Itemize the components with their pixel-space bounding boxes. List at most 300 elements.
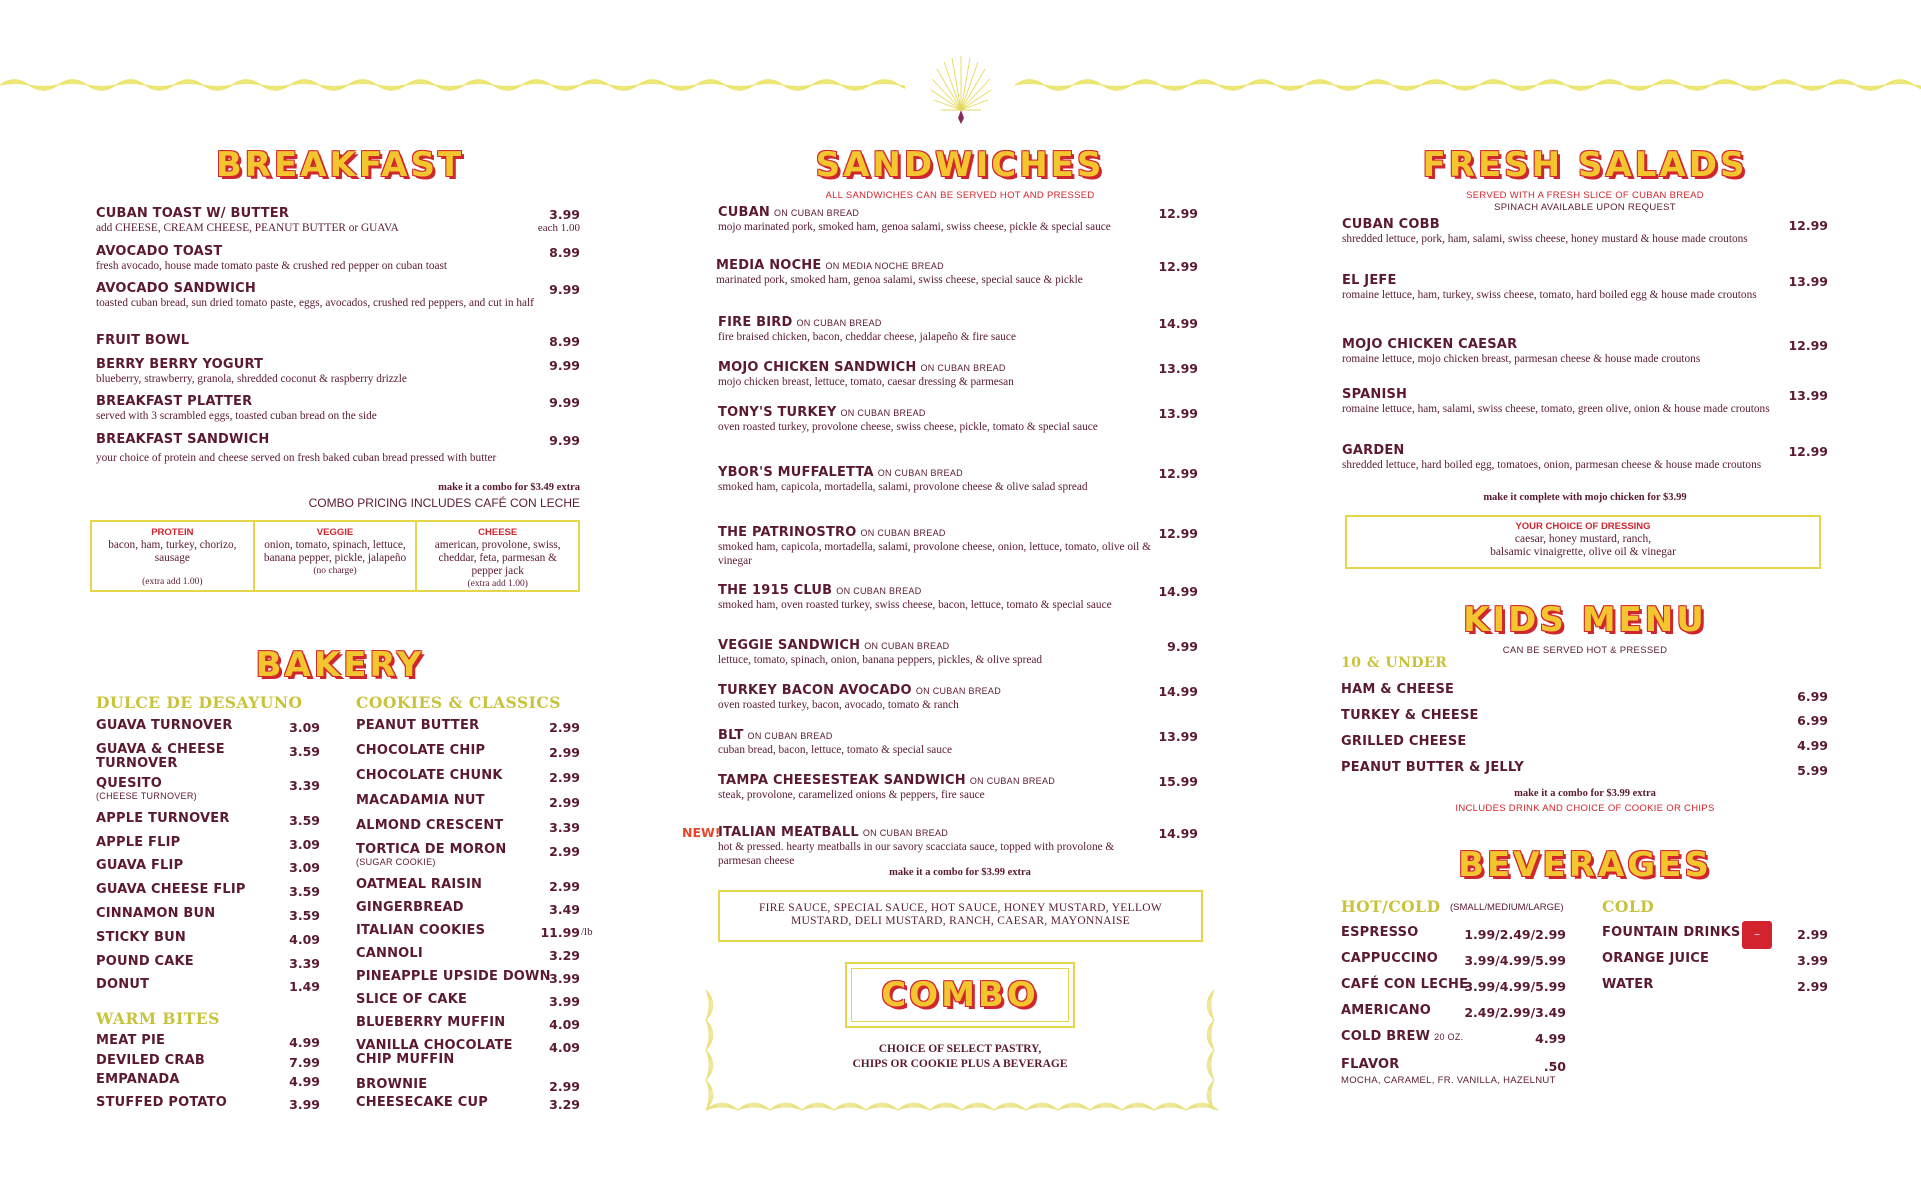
item-name: AVOCADO TOAST	[96, 244, 223, 259]
item-price: 9.99	[549, 358, 580, 373]
item-price: 4.09	[549, 1017, 580, 1032]
item-price: 14.99	[1158, 826, 1198, 841]
bakery-item	[96, 777, 256, 801]
item-price: 4.09	[289, 932, 320, 947]
item-name-line	[718, 405, 1158, 420]
item-price: 2.99	[549, 879, 580, 894]
salads-complete-note: make it complete with mojo chicken for $3.99	[1483, 492, 1687, 503]
item-description: shredded lettuce, pork, ham, salami, swiss cheese, honey mustard & house made croutons	[1342, 233, 1748, 245]
item-price: 3.99	[289, 1097, 320, 1112]
item-description: your choice of protein and cheese served on fresh baked cuban bread pressed with butter	[96, 452, 497, 464]
bakery-item	[96, 836, 256, 850]
item-name: CAPPUCCINO	[1341, 951, 1439, 966]
item-price: 15.99	[1158, 774, 1198, 789]
item-name: GUAVA TURNOVER	[96, 718, 233, 733]
combo-title: COMBO	[881, 975, 1039, 1015]
combo-title-inner-border	[851, 968, 1069, 1022]
sandwich-item	[718, 205, 1158, 235]
breakfast-item	[96, 394, 536, 424]
breakfast-item	[96, 357, 536, 387]
item-price: 2.99	[549, 770, 580, 785]
item-name: GINGERBREAD	[356, 900, 464, 915]
item-name: CHEESECAKE CUP	[356, 1095, 488, 1110]
item-description: hot & pressed. hearty meatballs in our savory scacciata sauce, topped with provolone & parmesan cheese	[718, 841, 1115, 867]
item-name: THE PATRINOSTRO	[718, 525, 857, 540]
sandwich-item	[718, 405, 1158, 435]
item-price: 9.99	[549, 395, 580, 410]
item-name: DEVILED CRAB	[96, 1053, 205, 1068]
item-price: 3.29	[549, 1097, 580, 1112]
item-name-line	[718, 583, 1158, 598]
item-price: 3.59	[289, 884, 320, 899]
item-name: SPANISH	[1342, 387, 1408, 402]
item-description: blueberry, strawberry, granola, shredded coconut & raspberry drizzle	[96, 373, 407, 385]
sauces-text: FIRE SAUCE, SPECIAL SAUCE, HOT SAUCE, HONEY MUSTARD, YELLOW MUSTARD, DELI MUSTARD, RANCH, CAESAR, MAYONNAISE	[758, 902, 1163, 927]
item-price: 2.49/2.99/3.49	[1464, 1005, 1566, 1020]
breakfast-item	[96, 432, 536, 466]
dressing-line-1: caesar, honey mustard, ranch,	[1514, 533, 1652, 545]
coca-cola-logo-icon: ~	[1742, 921, 1772, 949]
item-name: APPLE FLIP	[96, 835, 181, 850]
salad-item	[1342, 443, 1772, 473]
sandwich-item	[718, 728, 1158, 758]
breakfast-title: BREAKFAST	[215, 145, 465, 185]
item-price: 13.99	[1788, 388, 1828, 403]
item-price: 12.99	[1788, 444, 1828, 459]
item-name: ITALIAN COOKIES	[356, 923, 486, 938]
bakery-item	[96, 812, 256, 826]
item-name-line	[718, 465, 1158, 480]
item-price: 3.59	[289, 908, 320, 923]
item-price: 3.49	[549, 902, 580, 917]
item-name: AVOCADO SANDWICH	[96, 281, 256, 296]
bakery-item	[96, 719, 256, 733]
item-description: cuban bread, bacon, lettuce, tomato & special sauce	[718, 744, 952, 756]
item-price: 12.99	[1158, 466, 1198, 481]
item-name: STICKY BUN	[96, 930, 186, 945]
item-bread-note: ON CUBAN BREAD	[864, 641, 950, 651]
item-price: 14.99	[1158, 316, 1198, 331]
item-description: mojo chicken breast, lettuce, tomato, caesar dressing & parmesan	[718, 376, 1014, 388]
item-name: THE 1915 CLUB	[718, 583, 833, 598]
item-name: FRUIT BOWL	[96, 333, 190, 348]
item-name-line	[1341, 1058, 1399, 1072]
sauces-box	[718, 890, 1203, 942]
item-name: ALMOND CRESCENT	[356, 818, 504, 833]
option-veggie-text: onion, tomato, spinach, lettuce, banana pepper, pickle, jalapeño	[263, 539, 407, 564]
item-name: ESPRESSO	[1341, 925, 1419, 940]
item-name: GRILLED CHEESE	[1341, 734, 1467, 749]
item-price: 3.39	[289, 778, 320, 793]
beverage-item	[1341, 1004, 1431, 1018]
option-cheese-note: (extra add 1.00)	[467, 579, 528, 589]
dressing-title: YOUR CHOICE OF DRESSING	[1515, 521, 1651, 532]
item-name: MACADAMIA NUT	[356, 793, 485, 808]
kids-item	[1341, 709, 1479, 723]
item-name: CANNOLI	[356, 946, 423, 961]
item-bread-note: ON CUBAN BREAD	[862, 828, 949, 838]
beverage-item	[1602, 952, 1709, 966]
item-name: GARDEN	[1342, 443, 1405, 458]
item-description: romaine lettuce, ham, salami, swiss cheese, tomato, green olive, onion & house made croutons	[1342, 403, 1770, 415]
item-bread-note: ON CUBAN BREAD	[840, 408, 926, 418]
option-veggie-note: (no charge)	[313, 566, 357, 576]
dulce-title: DULCE DE DESAYUNO	[96, 693, 303, 712]
bakery-item	[96, 743, 256, 771]
item-name: BROWNIE	[356, 1077, 428, 1092]
item-price: 9.99	[549, 433, 580, 448]
item-name: BERRY BERRY YOGURT	[96, 357, 264, 372]
item-price: 3.29	[549, 948, 580, 963]
item-price: 4.09	[549, 1040, 580, 1055]
item-name-line	[1341, 978, 1468, 992]
item-bread-note: ON CUBAN BREAD	[920, 363, 1006, 373]
breakfast-item	[96, 206, 536, 236]
item-name-line	[1341, 926, 1418, 940]
sandwich-item	[718, 683, 1158, 713]
item-name: HAM & CHEESE	[1341, 682, 1455, 697]
item-name: TURKEY BACON AVOCADO	[718, 683, 912, 698]
breakfast-item	[96, 244, 536, 274]
item-bread-note: ON CUBAN BREAD	[877, 468, 963, 478]
item-name: TORTICA DE MORON	[356, 842, 507, 857]
item-name-line	[1341, 1004, 1431, 1018]
item-name: STUFFED POTATO	[96, 1095, 227, 1110]
item-price: 12.99	[1158, 259, 1198, 274]
item-price: 4.99	[1535, 1031, 1566, 1046]
item-price: 12.99	[1158, 206, 1198, 221]
breakfast-combo-pricing: COMBO PRICING INCLUDES CAFÉ CON LECHE	[308, 496, 580, 510]
item-name: EL JEFE	[1342, 273, 1397, 288]
item-bread-note: ON CUBAN BREAD	[860, 528, 946, 538]
item-description: toasted cuban bread, sun dried tomato paste, eggs, avocados, crushed red peppers, and cut in half	[96, 297, 534, 309]
item-description: fire braised chicken, bacon, cheddar cheese, jalapeño & fire sauce	[718, 331, 1016, 343]
option-cheese-text: american, provolone, swiss, cheddar, feta, parmesan & pepper jack	[434, 539, 561, 577]
item-name: POUND CAKE	[96, 954, 194, 969]
item-name: QUESITO	[96, 776, 163, 791]
item-bread-note: ON MEDIA NOCHE BREAD	[825, 261, 944, 271]
bakery-item	[96, 859, 256, 873]
item-price: 2.99	[549, 1079, 580, 1094]
item-name: GUAVA CHEESE FLIP	[96, 882, 246, 897]
kids-subtitle: CAN BE SERVED HOT & PRESSED	[1502, 645, 1668, 656]
item-name: COLD BREW	[1341, 1029, 1431, 1044]
salads-subtitle-2: SPINACH AVAILABLE UPON REQUEST	[1494, 202, 1676, 213]
item-name: BLUEBERRY MUFFIN	[356, 1015, 506, 1030]
item-name: WATER	[1602, 977, 1654, 992]
salads-title: FRESH SALADS	[1422, 145, 1748, 185]
item-bread-note: ON CUBAN BREAD	[773, 208, 860, 218]
item-description: romaine lettuce, mojo chicken breast, parmesan cheese & house made croutons	[1342, 353, 1701, 365]
item-price: 3.99	[1797, 953, 1828, 968]
bakery-item	[96, 1054, 205, 1068]
item-price: 2.99	[1797, 927, 1828, 942]
dressing-line-2: balsamic vinaigrette, olive oil & vinegar	[1490, 546, 1676, 558]
item-name-line	[718, 638, 1158, 653]
item-name-line	[1341, 1030, 1463, 1044]
bakery-item	[96, 1096, 227, 1110]
item-price: 7.99	[289, 1055, 320, 1070]
item-price: 3.59	[289, 744, 320, 759]
item-price: 3.09	[289, 860, 320, 875]
kids-combo-includes: INCLUDES DRINK AND CHOICE OF COOKIE OR CHIPS	[1455, 803, 1715, 814]
item-description: oven roasted turkey, provolone cheese, swiss cheese, pickle, tomato & special sauce	[718, 421, 1098, 433]
item-bread-note: ON CUBAN BREAD	[969, 776, 1056, 786]
item-name: CUBAN	[718, 205, 770, 220]
item-description: add CHEESE, CREAM CHEESE, PEANUT BUTTER or GUAVA	[96, 222, 399, 234]
item-name: CAFÉ CON LECHE	[1341, 977, 1469, 992]
item-name: TAMPA CHEESESTEAK SANDWICH	[718, 773, 966, 788]
item-price: 6.99	[1797, 713, 1828, 728]
item-price: 8.99	[549, 245, 580, 260]
item-description: lettuce, tomato, spinach, onion, banana peppers, pickles, & olive spread	[718, 654, 1043, 666]
combo-line-1: CHOICE OF SELECT PASTRY,	[878, 1043, 1042, 1055]
wave-pattern-left	[0, 72, 905, 98]
item-name: PINEAPPLE UPSIDE DOWN	[356, 969, 551, 984]
item-name: CUBAN COBB	[1342, 217, 1440, 232]
item-price: 12.99	[1788, 338, 1828, 353]
item-price: .50	[1543, 1059, 1566, 1074]
item-price: 3.99	[549, 971, 580, 986]
combo-title-box	[845, 962, 1075, 1028]
item-price: 13.99	[1158, 729, 1198, 744]
breakfast-item	[96, 281, 536, 311]
salad-item	[1342, 273, 1772, 303]
item-price: 3.99/4.99/5.99	[1464, 953, 1566, 968]
item-description: oven roasted turkey, bacon, avocado, tomato & ranch	[718, 699, 959, 711]
item-price: 1.49	[289, 979, 320, 994]
item-description: marinated pork, smoked ham, genoa salami, swiss cheese, special sauce & pickle	[716, 274, 1083, 286]
kids-combo-note: make it a combo for $3.99 extra	[1514, 788, 1656, 799]
item-name: APPLE TURNOVER	[96, 811, 230, 826]
item-price: 9.99	[1167, 639, 1198, 654]
bakery-item	[96, 883, 256, 897]
item-price: 3.39	[549, 820, 580, 835]
beverage-item	[1602, 926, 1740, 940]
item-price: 14.99	[1158, 684, 1198, 699]
item-price: 3.39	[289, 956, 320, 971]
bakery-item	[96, 1073, 180, 1087]
bakery-item	[96, 907, 256, 921]
item-name: FLAVOR	[1341, 1057, 1400, 1072]
item-bread-note: ON CUBAN BREAD	[915, 686, 1002, 696]
item-price: 13.99	[1158, 406, 1198, 421]
item-name: SLICE OF CAKE	[356, 992, 468, 1007]
item-price: 5.99	[1797, 763, 1828, 778]
item-price: 2.99	[549, 745, 580, 760]
item-description: romaine lettuce, ham, turkey, swiss cheese, tomato, hard boiled egg & house made croutons	[1342, 289, 1757, 301]
item-name-line	[1341, 952, 1438, 966]
salads-subtitle: SERVED WITH A FRESH SLICE OF CUBAN BREAD	[1466, 190, 1704, 201]
item-name: MEDIA NOCHE	[716, 258, 822, 273]
option-veggie	[255, 522, 418, 590]
item-name-line	[718, 205, 1158, 220]
item-name: OATMEAL RAISIN	[356, 877, 483, 892]
item-name-line	[718, 825, 1158, 840]
item-description: smoked ham, oven roasted turkey, swiss cheese, bacon, lettuce, tomato & special sauce	[718, 599, 1112, 611]
item-addon-price: each 1.00	[537, 222, 580, 234]
item-price: 12.99	[1158, 526, 1198, 541]
item-price: 3.09	[289, 837, 320, 852]
bakery-item	[96, 1034, 165, 1048]
item-name: AMERICANO	[1341, 1003, 1432, 1018]
bakery-item	[356, 1039, 516, 1067]
item-price: 2.99	[549, 795, 580, 810]
new-tag: NEW!	[682, 825, 721, 840]
item-price: 6.99	[1797, 689, 1828, 704]
item-name-line	[718, 773, 1158, 788]
item-name: ORANGE JUICE	[1602, 951, 1710, 966]
kids-item	[1341, 761, 1524, 775]
item-description: served with 3 scrambled eggs, toasted cuban bread on the side	[96, 410, 377, 422]
item-name: ITALIAN MEATBALL	[718, 825, 859, 840]
item-name: PEANUT BUTTER & JELLY	[1341, 760, 1524, 775]
option-cheese	[417, 522, 578, 590]
item-price: 3.99/4.99/5.99	[1464, 979, 1566, 994]
item-price: 9.99	[549, 282, 580, 297]
item-description: mojo marinated pork, smoked ham, genoa salami, swiss cheese, pickle & special sauce	[718, 221, 1111, 233]
item-bread-note: ON CUBAN BREAD	[796, 318, 882, 328]
beverage-sizes: (SMALL/MEDIUM/LARGE)	[1450, 902, 1564, 913]
item-name-line	[718, 315, 1158, 330]
item-subtitle: (SUGAR COOKIE)	[356, 857, 436, 867]
cold-title: COLD	[1602, 897, 1655, 916]
item-price: 4.99	[289, 1035, 320, 1050]
sandwiches-title: SANDWICHES	[815, 145, 1105, 185]
beverage-item	[1602, 978, 1654, 992]
warm-bites-title: WARM BITES	[96, 1009, 220, 1028]
item-name: TONY'S TURKEY	[718, 405, 837, 420]
bakery-item	[96, 955, 256, 969]
sandwiches-subtitle: ALL SANDWICHES CAN BE SERVED HOT AND PRESSED	[825, 190, 1095, 201]
item-bread-note: ON CUBAN BREAD	[747, 731, 833, 741]
item-price: 4.99	[1797, 738, 1828, 753]
item-name-line	[718, 360, 1158, 375]
item-name: MOJO CHICKEN SANDWICH	[718, 360, 917, 375]
sandwich-item	[718, 315, 1158, 345]
item-name: MOJO CHICKEN CAESAR	[1342, 337, 1518, 352]
sandwich-item	[718, 825, 1158, 868]
item-name: VANILLA CHOCOLATE CHIP MUFFIN	[356, 1038, 513, 1067]
item-description: smoked ham, capicola, mortadella, salami, provolone cheese, onion, lettuce, tomato, olive oil & vinegar	[718, 541, 1151, 567]
item-price: 3.99	[549, 207, 580, 222]
item-name: DONUT	[96, 977, 150, 992]
item-price: 1.99/2.49/2.99	[1464, 927, 1566, 942]
option-cheese-title: CHEESE	[478, 527, 518, 538]
beverage-item	[1341, 952, 1438, 966]
item-size-note: 20 OZ.	[1434, 1032, 1464, 1042]
item-price: 3.99	[549, 994, 580, 1009]
option-veggie-title: VEGGIE	[316, 527, 354, 538]
sandwich-item	[718, 465, 1158, 495]
dressing-box	[1345, 515, 1821, 569]
item-name-line	[718, 728, 1158, 743]
item-subtitle: (CHEESE TURNOVER)	[96, 791, 197, 801]
hot-cold-title: HOT/COLD	[1341, 897, 1441, 916]
breakfast-combo-note: make it a combo for $3.49 extra	[438, 482, 580, 493]
item-price: 8.99	[549, 334, 580, 349]
item-bread-note: ON CUBAN BREAD	[836, 586, 922, 596]
item-name: FOUNTAIN DRINKS	[1602, 925, 1741, 940]
item-name: EMPANADA	[96, 1072, 180, 1087]
item-price: 14.99	[1158, 584, 1198, 599]
kids-age: 10 & UNDER	[1341, 655, 1448, 671]
item-price: 2.99	[549, 720, 580, 735]
item-price: 2.99	[1797, 979, 1828, 994]
beverage-item	[1341, 1058, 1399, 1072]
sandwich-item	[718, 583, 1158, 613]
sandwich-item	[718, 360, 1158, 390]
option-protein-title: PROTEIN	[151, 527, 194, 538]
beverage-item	[1341, 1030, 1463, 1044]
combo-line-2: CHIPS OR COOKIE PLUS A BEVERAGE	[852, 1058, 1068, 1070]
item-name: PEANUT BUTTER	[356, 718, 480, 733]
header-wave-right	[1015, 72, 1921, 98]
option-protein	[92, 522, 255, 590]
item-description: steak, provolone, caramelized onions & peppers, fire sauce	[718, 789, 985, 801]
item-name: BREAKFAST SANDWICH	[96, 432, 270, 447]
item-name-line	[718, 525, 1158, 540]
item-name: CUBAN TOAST W/ BUTTER	[96, 206, 290, 221]
item-description: smoked ham, capicola, mortadella, salami, provolone cheese & olive salad spread	[718, 481, 1088, 493]
sandwich-combo-note: make it a combo for $3.99 extra	[889, 867, 1031, 878]
sandwich-item	[716, 258, 1156, 288]
item-description: fresh avocado, house made tomato paste & crushed red pepper on cuban toast	[96, 260, 448, 272]
item-name: YBOR'S MUFFALETTA	[718, 465, 874, 480]
item-unit: /lb	[581, 926, 593, 938]
item-name: GUAVA FLIP	[96, 858, 184, 873]
breakfast-item	[96, 333, 536, 348]
item-name: CHOCOLATE CHIP	[356, 743, 486, 758]
kids-title: KIDS MENU	[1463, 600, 1707, 640]
item-price: 2.99	[549, 844, 580, 859]
bakery-title: BAKERY	[255, 645, 425, 685]
beverage-item	[1341, 926, 1418, 940]
salad-item	[1342, 217, 1772, 247]
option-protein-text: bacon, ham, turkey, chorizo, sausage	[108, 539, 237, 564]
breakfast-options-box	[90, 520, 580, 592]
item-price: 3.09	[289, 720, 320, 735]
item-price: 13.99	[1158, 361, 1198, 376]
item-name: FIRE BIRD	[718, 315, 793, 330]
item-price: 4.99	[289, 1074, 320, 1089]
sandwich-item	[718, 773, 1158, 803]
item-price: 11.99	[540, 925, 580, 940]
kids-item	[1341, 683, 1454, 697]
item-name: BREAKFAST PLATTER	[96, 394, 253, 409]
item-price: 13.99	[1788, 274, 1828, 289]
header-wave-left	[0, 72, 905, 98]
item-name: TURKEY & CHEESE	[1341, 708, 1479, 723]
item-name: CHOCOLATE CHUNK	[356, 768, 503, 783]
item-price: 3.59	[289, 813, 320, 828]
item-description: shredded lettuce, hard boiled egg, tomatoes, onion, parmesan cheese & house made croutons	[1342, 459, 1762, 471]
flavors-list: MOCHA, CARAMEL, FR. VANILLA, HAZELNUT	[1341, 1075, 1556, 1086]
item-price: 12.99	[1788, 218, 1828, 233]
sandwich-item	[718, 525, 1158, 568]
wave-pattern-right	[1015, 72, 1921, 98]
beverages-title: BEVERAGES	[1458, 845, 1712, 885]
option-protein-note: (extra add 1.00)	[142, 577, 203, 587]
palm-emblem-icon	[930, 52, 992, 126]
salad-item	[1342, 387, 1772, 417]
bakery-item	[96, 931, 256, 945]
item-name: VEGGIE SANDWICH	[718, 638, 861, 653]
item-name: CINNAMON BUN	[96, 906, 216, 921]
sandwich-item	[718, 638, 1158, 668]
item-name: MEAT PIE	[96, 1033, 166, 1048]
beverage-item	[1341, 978, 1468, 992]
